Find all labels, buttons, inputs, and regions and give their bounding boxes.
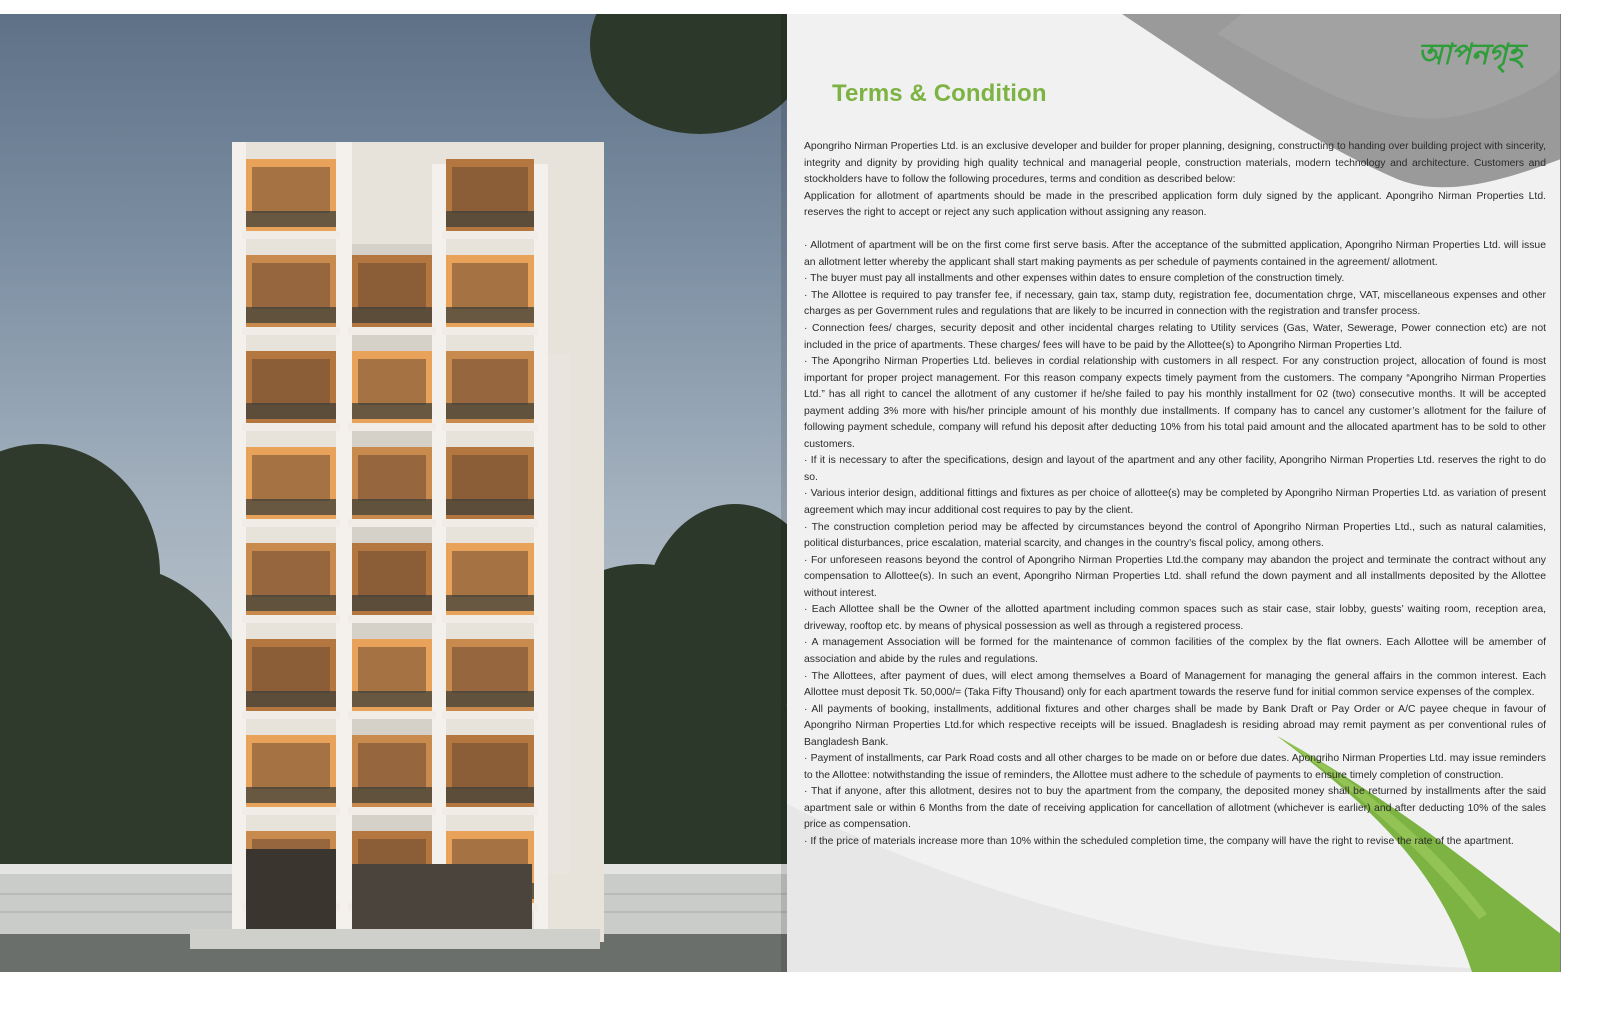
balcony-planter: [246, 403, 336, 419]
window-frame: [452, 551, 528, 597]
balcony-planter: [246, 211, 336, 227]
floor-slab: [242, 807, 340, 815]
floor-slab: [348, 519, 436, 527]
clause-item: · The Allottees, after payment of dues, will elect among themselves a Board of Management for managing the general affairs in the common interest. Each Allottee must deposit Tk. 50,000/= (Taka Fifty Thousand) only for each apartment towards the reserve fund for initial common service expenses of the complex.: [804, 670, 1546, 699]
window-frame: [252, 359, 330, 405]
floor-slab: [442, 519, 538, 527]
floor-slab: [242, 519, 340, 527]
building-photo: [0, 14, 787, 972]
clause-item: · All payments of booking, installments, additional fixtures and other charges shall be made by Bank Draft or Pay Order or A/C payee cheque in favour of Apongriho Nirman Properties Ltd.for which respective receipts will be issued. Bnagladesh is residing abroad may remit payment as per conventional rules of Bangladesh Bank.: [804, 703, 1546, 748]
balcony-planter: [246, 499, 336, 515]
apongriho-logo: [1404, 26, 1536, 78]
floor-slab: [348, 711, 436, 719]
clause-item: · If the price of materials increase more than 10% within the scheduled completion time, the company will have the right to revise the rate of the apartment.: [804, 835, 1514, 847]
balcony-planter: [246, 691, 336, 707]
floor-slab: [242, 423, 340, 431]
balcony-planter: [446, 307, 534, 323]
clause-item: · The buyer must pay all installments and other expenses within dates to ensure completion of the construction timely.: [804, 273, 1345, 285]
balcony-planter: [352, 499, 432, 515]
balcony-planter: [352, 403, 432, 419]
clause-item: · A management Association will be formed for the maintenance of common facilities of the complex by the flat owners. Each Allottee will be amember of association and abide by the rules and regulations.: [804, 637, 1546, 665]
svg-text:আপনগৃহ: আপনগৃহ: [1417, 37, 1523, 71]
building: [190, 142, 604, 949]
window-frame: [452, 359, 528, 405]
floor-slab: [242, 231, 340, 239]
intro-paragraph: Apongriho Nirman Properties Ltd. is an exclusive developer and builder for proper planning, designing, constructing to handing over building project with sincerity, integrity and dignity by providing high quality technical and managerial people, construction materials, modern technology and architecture. Customers and stockholders have to follow the following procedures, terms and condition as described below:: [804, 141, 1546, 186]
clause-item: · Various interior design, additional fittings and fixtures as per choice of allottee(s) may be completed by Apongriho Nirman Properties Ltd. as variation of present agreement which may incur additional cost requires to pay by the client.: [804, 488, 1546, 517]
balcony-planter: [446, 211, 534, 227]
clause-item: · The construction completion period may be affected by circumstances beyond the control of Apongriho Nirman Properties Ltd., such as natural calamities, political disturbances, price escalation, material scarcity, and changes in the country’s fiscal policy, among others.: [804, 521, 1546, 550]
balcony-planter: [352, 595, 432, 611]
window-frame: [358, 743, 426, 789]
clause-item: · Allotment of apartment will be on the first come first serve basis. After the acceptance of the submitted application, Apongriho Nirman Properties Ltd. will issue an allotment letter whereby the applicant shall start making payments as per schedule of payments contained in the agreement/ allotment.: [804, 240, 1546, 268]
window-frame: [358, 359, 426, 405]
clause-item: · That if anyone, after this allotment, desires not to buy the apartment from the company, the deposited money shall be returned by installments after the said apartment sale or within 6 Months from the date of receiving application for cancellation of allotment (whichever is earlier) and after deducting 10% of the sales price as compensation.: [804, 786, 1546, 831]
balcony-planter: [446, 403, 534, 419]
clause-item: · If it is necessary to after the specifications, design and layout of the apartment and any other facility, Apongriho Nirman Properties Ltd. reserves the right to do so.: [804, 455, 1546, 483]
window-frame: [252, 263, 330, 309]
window-frame: [252, 551, 330, 597]
floor-slab: [348, 423, 436, 431]
terms-body: [804, 139, 1546, 851]
brochure-spread: [0, 14, 1561, 972]
floor-slab: [442, 231, 538, 239]
clause-item: · The Apongriho Nirman Properties Ltd. believes in cordial relationship with customers in all respect. For any construction project, allocation of found is most important for proper project management. For this reason company expects timely payment from the customers. The company “Apongriho Nirman Properties Ltd.” has all right to cancel the allotment of any customer if he/she failed to pay his monthly installment for 02 (two) consecutive months. It will be accepted payment adding 3% more with his/her principle amount of his monthly due installments. If company has to cancel any customer’s allotment for the failure of following payment schedule, company will refund his deposit after deducting 10% from his total paid amount and the allocated apartment has to be sold to other customers.: [804, 356, 1546, 450]
balcony-planter: [246, 787, 336, 803]
terms-title: Terms & Condition: [832, 80, 1047, 107]
clause-item: · Connection fees/ charges, security deposit and other incidental charges relating to Utility services (Gas, Water, Sewerage, Power connection etc) are not included in the price of apartments. These charges/ fees will have to be paid by the Allottee(s) to Apongriho Nirman Properties Ltd.: [804, 323, 1546, 351]
window-frame: [358, 455, 426, 501]
balcony-planter: [352, 691, 432, 707]
window-frame: [358, 551, 426, 597]
window-frame: [358, 647, 426, 693]
floor-slab: [242, 711, 340, 719]
window-frame: [452, 647, 528, 693]
floor-slab: [348, 615, 436, 623]
floor-slab: [442, 711, 538, 719]
balcony-planter: [246, 595, 336, 611]
clause-item: · The Allottee is required to pay transfer fee, if necessary, gain tax, stamp duty, registration fee, documentation chrge, VAT, miscellaneous expenses and other charges as per Government rules and regulations that are likely to be incurred in connection with the registration and transfer process.: [804, 289, 1546, 318]
clause-item: · Payment of installments, car Park Road costs and all other charges to be made on or before due dates. Apongriho Nirman Properties Ltd. may issue reminders to the Allottee: notwithstanding the issue of reminders, the Allottee must adhere to the schedule of payments to ensure timely completion of construction.: [804, 753, 1546, 781]
balcony-planter: [352, 787, 432, 803]
balcony-planter: [246, 307, 336, 323]
terms-page: [787, 14, 1561, 972]
window-frame: [252, 743, 330, 789]
floor-slab: [442, 423, 538, 431]
balcony-planter: [446, 595, 534, 611]
floor-slab: [348, 807, 436, 815]
clause-item: · Each Allottee shall be the Owner of the allotted apartment including common spaces such as stair case, stair lobby, guests’ waiting room, reception area, driveway, rooftop etc. by means of physical possession as well as through a registered process.: [804, 604, 1546, 632]
window-frame: [358, 263, 426, 309]
floor-slab: [442, 615, 538, 623]
balcony-planter: [352, 307, 432, 323]
building-render-image: [0, 14, 787, 972]
window-frame: [252, 455, 330, 501]
floor-slab: [242, 615, 340, 623]
balcony-planter: [446, 499, 534, 515]
balcony-planter: [446, 787, 534, 803]
floor-slab: [442, 807, 538, 815]
window-frame: [452, 743, 528, 789]
balcony-planter: [446, 691, 534, 707]
window-frame: [452, 263, 528, 309]
intro-paragraph: Application for allotment of apartments should be made in the prescribed application form duly signed by the applicant. Apongriho Nirman Properties Ltd. reserves the right to accept or reject any such application without assigning any reason.: [804, 190, 1546, 219]
window-frame: [252, 167, 330, 213]
floor-slab: [348, 327, 436, 335]
clause-item: · For unforeseen reasons beyond the control of Apongriho Nirman Properties Ltd.the company may abandon the project and terminate the contract without any compensation to Allottee(s). In such an event, Apongriho Nirman Properties Ltd. shall refund the down payment and all installments deposited by the Allottee without interest.: [804, 554, 1546, 599]
floor-slab: [442, 327, 538, 335]
window-frame: [252, 647, 330, 693]
window-frame: [452, 167, 528, 213]
window-frame: [452, 455, 528, 501]
floor-slab: [242, 327, 340, 335]
